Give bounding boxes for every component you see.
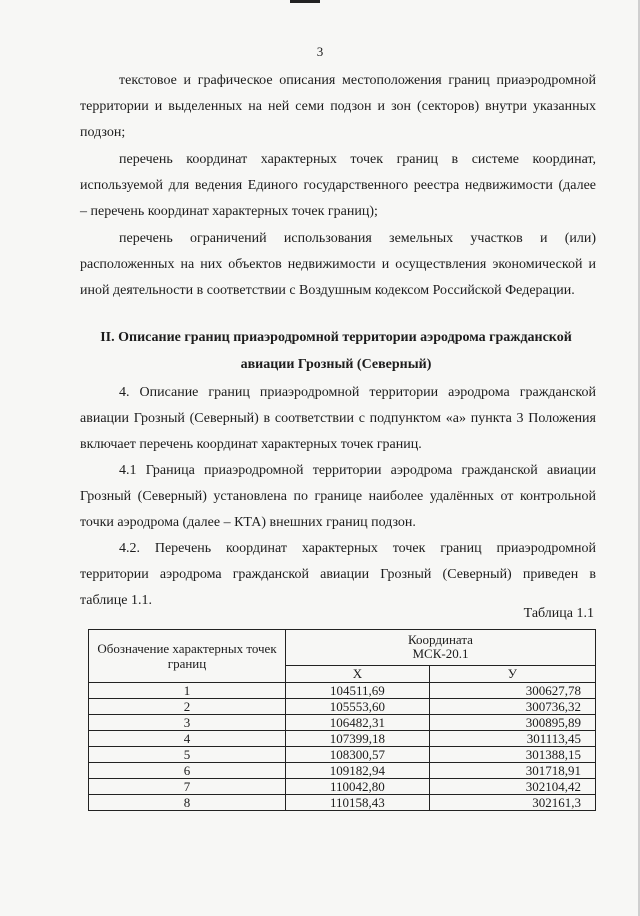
scan-artifact [290, 0, 320, 3]
point-number-cell: 8 [89, 795, 286, 811]
y-coordinate-cell: 302104,42 [429, 779, 595, 795]
column-header-y: У [429, 665, 595, 682]
intro-line: иной деятельности в соответствии с Воздушным кодексом Российской Федерации. [80, 283, 575, 298]
table-header-row [89, 630, 596, 666]
point-number-cell: 2 [89, 699, 286, 715]
coordinate-system-label: МСК-20.1 [412, 646, 469, 662]
point-number-cell: 4 [89, 731, 286, 747]
intro-line: расположенных на них объектов недвижимости и осуществления экономической и [80, 257, 596, 272]
body-line: 4.1 Граница приаэродромной территории аэродрома гражданской авиации [119, 463, 596, 478]
point-number-cell: 7 [89, 779, 286, 795]
body-line: 4. Описание границ приаэродромной территории аэродрома гражданской [119, 385, 596, 400]
x-coordinate-cell: 107399,18 [286, 731, 430, 747]
x-coordinate-cell: 104511,69 [286, 683, 430, 699]
point-number-cell: 3 [89, 715, 286, 731]
table-row [89, 795, 596, 811]
point-number-cell: 6 [89, 763, 286, 779]
table-caption: Таблица 1.1 [523, 606, 594, 621]
section-heading-line2: авиации Грозный (Северный) [240, 357, 432, 372]
y-coordinate-cell: 300736,32 [429, 699, 595, 715]
body-line: включает перечень координат характерных точек границ. [80, 437, 422, 452]
coordinates-table [88, 629, 596, 811]
column-header-coordinate [286, 630, 596, 666]
intro-line: территории и выделенных на ней семи подзон и зон (секторов) внутри указанных [80, 99, 596, 114]
x-coordinate-cell: 110158,43 [286, 795, 430, 811]
table-row [89, 715, 596, 731]
x-coordinate-cell: 105553,60 [286, 699, 430, 715]
x-coordinate-cell: 110042,80 [286, 779, 430, 795]
y-coordinate-cell: 300627,78 [429, 683, 595, 699]
y-coordinate-cell: 301113,45 [429, 731, 595, 747]
y-coordinate-cell: 301388,15 [429, 747, 595, 763]
point-number-cell: 5 [89, 747, 286, 763]
y-coordinate-cell: 302161,3 [429, 795, 595, 811]
page-number: 3 [316, 44, 324, 59]
intro-line: перечень ограничений использования земельных участков и (или) [119, 231, 596, 246]
body-line: точки аэродрома (далее – КТА) внешних границ подзон. [80, 515, 416, 530]
body-line: авиации Грозный (Северный) в соответствии с подпунктом «а» пункта 3 Положения [80, 411, 596, 426]
table-row [89, 683, 596, 699]
x-coordinate-cell: 109182,94 [286, 763, 430, 779]
y-coordinate-cell: 300895,89 [429, 715, 595, 731]
intro-line: подзон; [80, 125, 126, 140]
table-row [89, 699, 596, 715]
intro-line: используемой для ведения Единого государственного реестра недвижимости (далее [80, 178, 596, 193]
table-row [89, 747, 596, 763]
x-coordinate-cell: 106482,31 [286, 715, 430, 731]
intro-line: – перечень координат характерных точек границ); [80, 204, 378, 219]
table-row [89, 779, 596, 795]
body-line: Грозный (Северный) установлена по границе наиболее удалённых от контрольной [80, 489, 596, 504]
table-row [89, 731, 596, 747]
intro-line: перечень координат характерных точек границ в системе координат, [119, 152, 596, 167]
table-row [89, 763, 596, 779]
point-number-cell: 1 [89, 683, 286, 699]
intro-line: текстовое и графическое описания местоположения границ приаэродромной [119, 73, 596, 88]
section-heading-line1: II. Описание границ приаэродромной территории аэродрома гражданской [100, 330, 572, 345]
body-line: таблице 1.1. [80, 593, 152, 608]
x-coordinate-cell: 108300,57 [286, 747, 430, 763]
y-coordinate-cell: 301718,91 [429, 763, 595, 779]
column-header-x: Х [286, 665, 430, 682]
column-header-points: Обозначение характерных точек границ [89, 630, 286, 683]
body-line: территории аэродрома гражданской авиации Грозный (Северный) приведен в [80, 567, 596, 582]
body-line: 4.2. Перечень координат характерных точек границ приаэродромной [119, 541, 596, 556]
coordinate-header-label: Координата [408, 632, 473, 648]
